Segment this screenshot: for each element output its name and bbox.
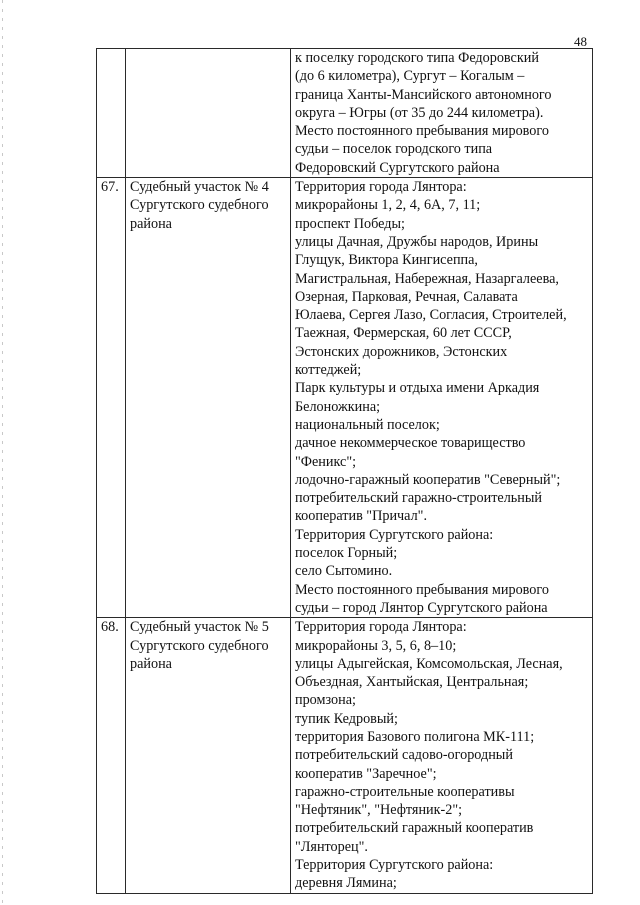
territory-line: Глущук, Виктора Кингисеппа, xyxy=(295,252,478,269)
territory-line: Территория города Лянтора: xyxy=(295,179,467,196)
territory-cell xyxy=(291,178,593,618)
territory-line: судьи – город Лянтор Сургутского района xyxy=(295,599,548,616)
territory-line: судьи – поселок городского типа xyxy=(295,141,493,158)
district-name-line: Судебный участок № 4 xyxy=(130,179,269,196)
territory-line: "Феникс"; xyxy=(295,453,357,470)
territory-line: лодочно-гаражный кооператив "Северный"; xyxy=(295,471,561,488)
table-row xyxy=(97,618,593,893)
territory-line: тупик Кедровый; xyxy=(295,710,398,727)
territory-line: Юлаева, Сергея Лазо, Согласия, Строителей, xyxy=(295,307,567,324)
row-number-cell xyxy=(97,618,126,893)
district-name-cell xyxy=(126,618,291,893)
territory-line: микрорайоны 1, 2, 4, 6А, 7, 11; xyxy=(295,197,481,214)
territory-line: дачное некоммерческое товарищество xyxy=(295,435,526,452)
territory-line: "Лянторец". xyxy=(295,838,368,855)
territory-line: Магистральная, Набережная, Назаргалеева, xyxy=(295,270,559,287)
territory-line: к поселку городского типа Федоровский xyxy=(295,50,539,66)
territory-line: потребительский гаражно-строительный xyxy=(295,490,542,507)
territory-line: поселок Горный; xyxy=(295,545,398,562)
district-name-cell xyxy=(126,49,291,178)
territory-line: Белоножкина; xyxy=(295,398,381,415)
territory-line: Федоровский Сургутского района xyxy=(295,159,500,176)
territory-line: округа – Югры (от 35 до 244 километра). xyxy=(295,104,544,121)
district-name-cell xyxy=(126,178,291,618)
page-number: 48 xyxy=(574,34,587,49)
territory-line: улицы Дачная, Дружбы народов, Ирины xyxy=(295,233,539,250)
territory-line: Место постоянного пребывания мирового xyxy=(295,123,549,140)
district-name-line: района xyxy=(130,655,172,672)
territory-line: территория Базового полигона МК-111; xyxy=(295,728,535,745)
territory-line: кооператив "Заречное"; xyxy=(295,765,437,782)
territory-line: гаражно-строительные кооперативы xyxy=(295,783,515,800)
scan-edge-line xyxy=(2,0,3,905)
territory-line: (до 6 километра), Сургут – Когалым – xyxy=(295,68,525,85)
territory-line: национальный поселок; xyxy=(295,416,440,433)
territory-line: Парк культуры и отдыха имени Аркадия xyxy=(295,380,540,397)
territory-cell xyxy=(291,49,593,178)
court-district-table xyxy=(96,48,593,894)
district-name-line: Сургутского судебного xyxy=(130,197,269,214)
table-row xyxy=(97,49,593,178)
territory-line: деревня Лямина; xyxy=(295,875,397,892)
territory-line: Территория Сургутского района: xyxy=(295,526,494,543)
territory-line: проспект Победы; xyxy=(295,215,405,232)
territory-line: Место постоянного пребывания мирового xyxy=(295,581,549,598)
territory-line: улицы Адыгейская, Комсомольская, Лесная, xyxy=(295,655,563,672)
territory-line: "Нефтяник", "Нефтяник-2"; xyxy=(295,802,463,819)
territory-line: Эстонских дорожников, Эстонских xyxy=(295,343,508,360)
territory-line: потребительский гаражный кооператив xyxy=(295,820,534,837)
table-row xyxy=(97,178,593,618)
territory-line: село Сытомино. xyxy=(295,563,393,580)
territory-line: потребительский садово-огородный xyxy=(295,747,513,764)
territory-line: граница Ханты-Мансийского автономного xyxy=(295,86,552,103)
territory-line: Территория города Лянтора: xyxy=(295,619,467,636)
row-number-cell xyxy=(97,178,126,618)
territory-line: Объездная, Хантыйская, Центральная; xyxy=(295,674,529,691)
row-number-cell xyxy=(97,49,126,178)
territory-line: промзона; xyxy=(295,692,356,709)
territory-line: коттеджей; xyxy=(295,362,362,379)
territory-line: Территория Сургутского района: xyxy=(295,857,494,874)
territory-line: Озерная, Парковая, Речная, Салавата xyxy=(295,288,518,305)
row-number: 67. xyxy=(101,179,119,196)
district-name-line: района xyxy=(130,215,172,232)
territory-cell xyxy=(291,618,593,893)
territory-line: Таежная, Фермерская, 60 лет СССР, xyxy=(295,325,512,342)
district-name-line: Судебный участок № 5 xyxy=(130,619,269,636)
row-number: 68. xyxy=(101,619,119,636)
territory-line: микрорайоны 3, 5, 6, 8–10; xyxy=(295,637,457,654)
district-name-line: Сургутского судебного xyxy=(130,637,269,654)
territory-line: кооператив "Причал". xyxy=(295,508,428,525)
